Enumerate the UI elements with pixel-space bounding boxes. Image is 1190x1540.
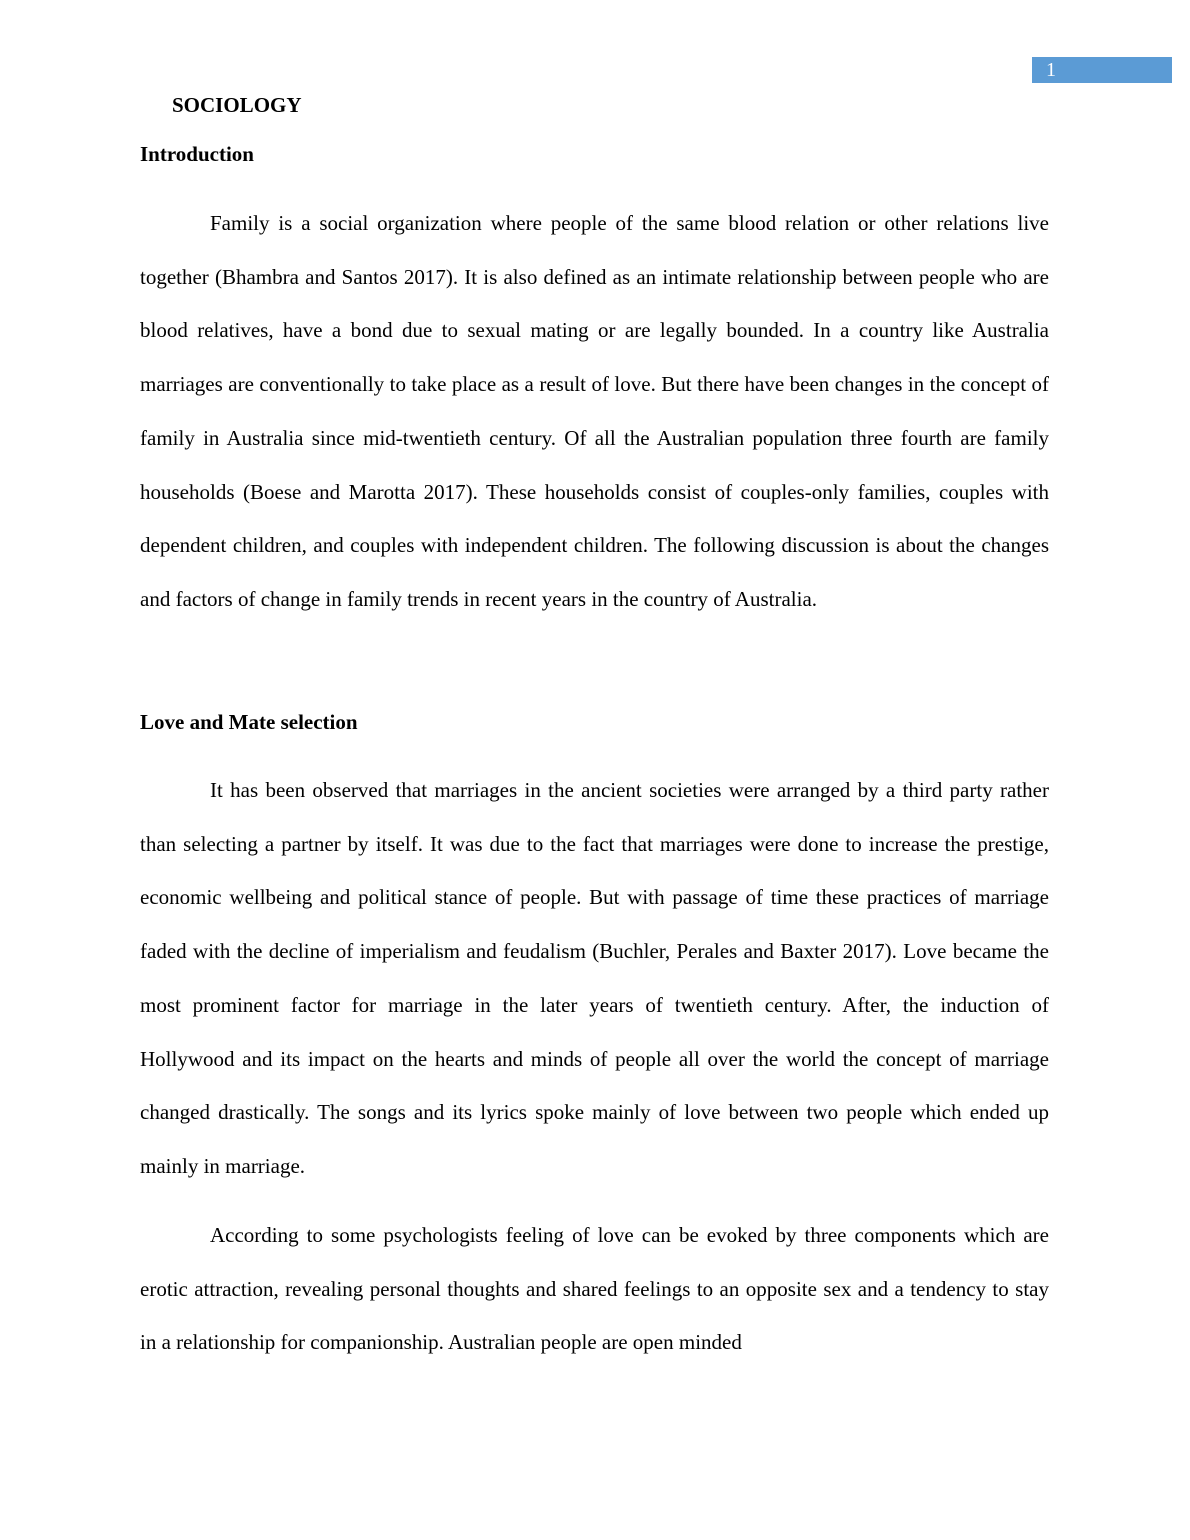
love-mate-paragraph-1: It has been observed that marriages in the ancient societies were arranged by a third party rather than selecting a partner by itself. It was due to the fact that marriages were done to increase the prestige, economic wellbeing and political stance of people. But with passage of time these practices of marriage faded with the decline of imperialism and feudalism (Buchler, Perales and Baxter 2017). Love became the most prominent factor for marriage in the later years of twentieth century. After, the induction of Hollywood and its impact on the hearts and minds of people all over the world the concept of marriage changed drastically. The songs and its lyrics spoke mainly of love between two people which ended up mainly in marriage.: [140, 778, 1049, 1178]
section-heading-love-and-mate-selection: Love and Mate selection: [140, 710, 358, 734]
introduction-paragraph: Family is a social organization where people of the same blood relation or other relations live together (Bhambra and Santos 2017). It is also defined as an intimate relationship between people who are blood relatives, have a bond due to sexual mating or are legally bounded. In a country like Australia marriages are conventionally to take place as a result of love. But there have been changes in the concept of family in Australia since mid-twentieth century. Of all the Australian population three fourth are family households (Boese and Marotta 2017). These households consist of couples-only families, couples with dependent children, and couples with independent children. The following discussion is about the changes and factors of change in family trends in recent years in the country of Australia.: [140, 211, 1049, 611]
document-header-title: SOCIOLOGY: [172, 93, 302, 117]
section-heading-introduction: Introduction: [140, 142, 254, 166]
love-mate-paragraph-2: According to some psychologists feeling of love can be evoked by three components which are erotic attraction, revealing personal thoughts and shared feelings to an opposite sex and a tendency to stay in a relationship for companionship. Australian people are open minded: [140, 1223, 1049, 1355]
page-number: 1: [1032, 57, 1172, 83]
